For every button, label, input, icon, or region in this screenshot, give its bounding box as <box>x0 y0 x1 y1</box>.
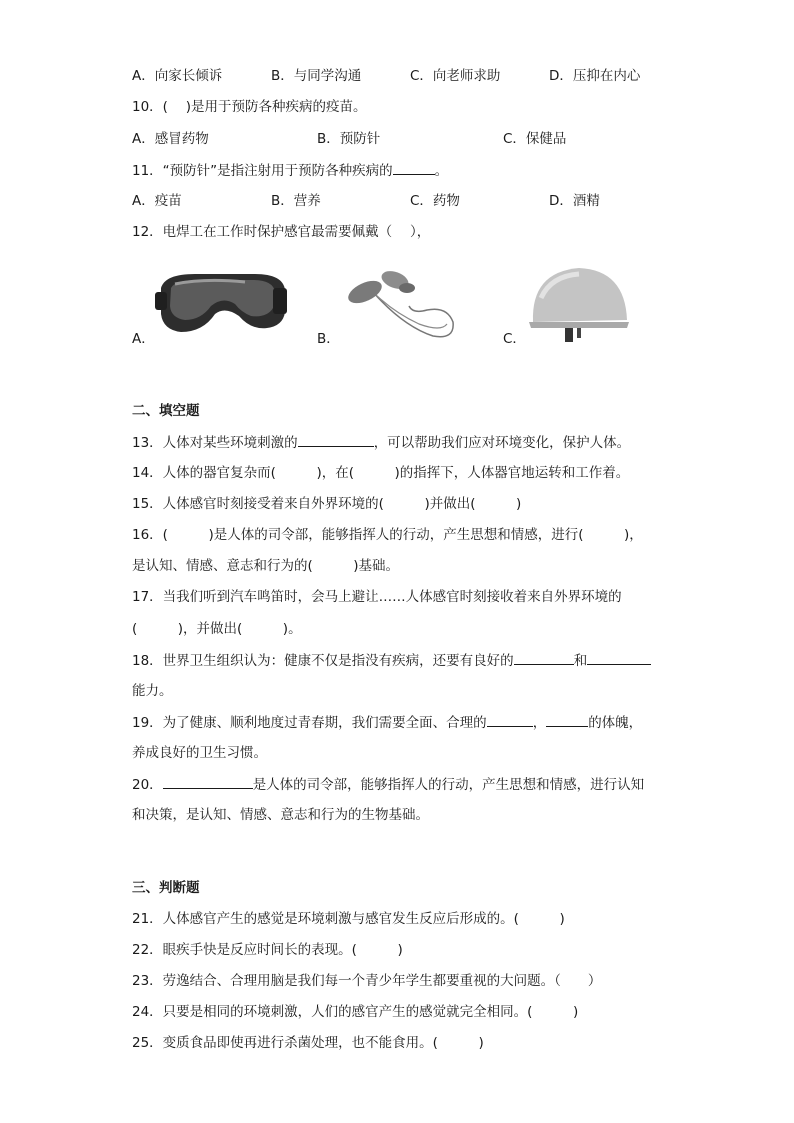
q11-option-c: C．药物 <box>410 193 460 209</box>
q13-b: ，可以帮助我们应对环境变化，保护人体。 <box>373 435 631 451</box>
goggles-icon <box>155 266 290 346</box>
q16-line1: 16．( )是人体的司令部，能够指挥人的行动，产生思想和情感，进行( )， <box>132 527 643 543</box>
q19-b: ， <box>532 715 547 731</box>
q20-a: 20． <box>132 777 163 793</box>
q19-blank-2 <box>546 712 588 727</box>
q9-option-d: D．压抑在内心 <box>549 68 641 84</box>
earplugs-icon <box>343 266 463 348</box>
q9-option-a: A．向家长倾诉 <box>132 68 223 84</box>
q13-a: 13．人体对某些环境刺激的 <box>132 435 298 451</box>
q18-b: 和 <box>573 653 588 669</box>
q12-option-c: C． <box>503 331 526 347</box>
q17-line1: 17．当我们听到汽车鸣笛时，会马上避让……人体感官时刻接收着来自外界环境的 <box>132 589 622 605</box>
q19-line2: 养成良好的卫生习惯。 <box>132 745 267 761</box>
q18-line1 <box>132 650 651 671</box>
q25: 25．变质食品即使再进行杀菌处理，也不能食用。( ) <box>132 1035 484 1051</box>
q17-line2: ( )，并做出( )。 <box>132 621 302 637</box>
q16-line2: 是认知、情感、意志和行为的( )基础。 <box>132 558 400 574</box>
q19-a: 19．为了健康、顺利地度过青春期，我们需要全面、合理的 <box>132 715 487 731</box>
q12-option-a: A． <box>132 331 155 347</box>
q19-blank-1 <box>487 712 533 727</box>
q11-blank <box>393 160 435 175</box>
section-true-false-title: 三、判断题 <box>132 880 200 896</box>
q18-a: 18．世界卫生组织认为：健康不仅是指没有疾病，还要有良好的 <box>132 653 514 669</box>
q24: 24．只要是相同的环境刺激，人们的感官产生的感觉就完全相同。( ) <box>132 1004 579 1020</box>
q18-blank-1 <box>514 650 574 665</box>
q12-option-b: B． <box>317 331 340 347</box>
q11-option-b: B．营养 <box>271 193 321 209</box>
q10-option-a: A．感冒药物 <box>132 131 209 147</box>
section-fill-in-title: 二、填空题 <box>132 403 200 419</box>
q14: 14．人体的器官复杂而( )，在( )的指挥下，人体器官地运转和工作着。 <box>132 465 630 481</box>
q23: 23．劳逸结合、合理用脑是我们每一个青少年学生都要重视的大问题。（ ） <box>132 973 602 989</box>
q11-option-a: A．疫苗 <box>132 193 182 209</box>
q11-stem <box>132 160 448 181</box>
q15: 15．人体感官时刻接受着来自外界环境的( )并做出( ) <box>132 496 522 512</box>
q11-option-d: D．酒精 <box>549 193 600 209</box>
q13-blank <box>298 432 374 447</box>
q20-line2: 和决策，是认知、情感、意志和行为的生物基础。 <box>132 807 429 823</box>
q10-stem: 10．( )是用于预防各种疾病的疫苗。 <box>132 99 367 115</box>
q19-c: 的体魄， <box>588 715 643 731</box>
q11-stem-b: 。 <box>434 163 449 179</box>
q19-line1 <box>132 712 642 733</box>
q22: 22．眼疾手快是反应时间长的表现。( ) <box>132 942 403 958</box>
q20-blank <box>163 774 253 789</box>
q13 <box>132 432 630 453</box>
q9-option-b: B．与同学沟通 <box>271 68 362 84</box>
q12-stem: 12．电焊工在工作时保护感官最需要佩戴（ ）， <box>132 224 431 240</box>
q20-b: 是人体的司令部，能够指挥人的行动，产生思想和情感，进行认知 <box>252 777 645 793</box>
q20-line1 <box>132 774 644 795</box>
q18-blank-2 <box>587 650 651 665</box>
q18-line2: 能力。 <box>132 683 173 699</box>
q10-option-b: B．预防针 <box>317 131 381 147</box>
q10-option-c: C．保健品 <box>503 131 567 147</box>
q11-stem-a: 11．“预防针”是指注射用于预防各种疾病的 <box>132 163 393 179</box>
q9-option-c: C．向老师求助 <box>410 68 501 84</box>
helmet-icon <box>527 258 631 350</box>
q21: 21．人体感官产生的感觉是环境刺激与感官发生反应后形成的。( ) <box>132 911 565 927</box>
